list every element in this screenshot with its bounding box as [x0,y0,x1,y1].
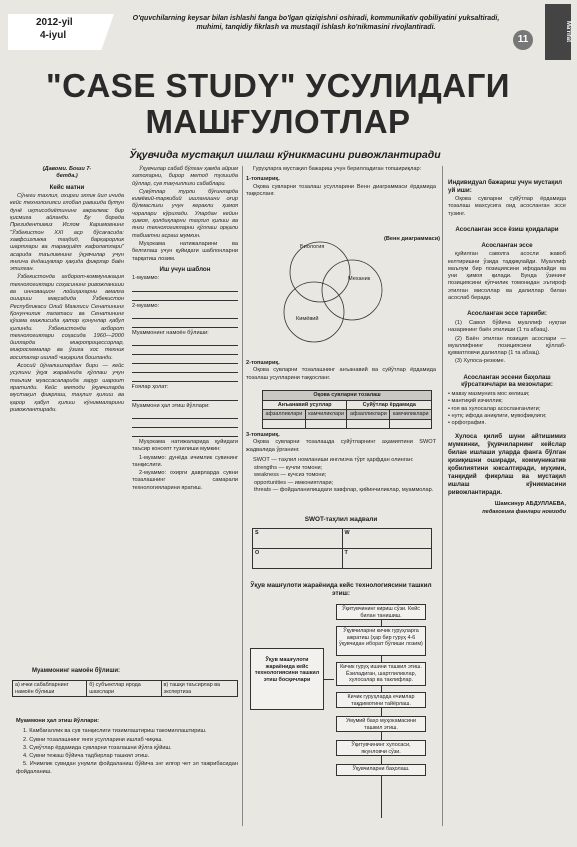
flow-connector [324,679,334,680]
table-header: Суйўтлар ёрдамида [347,400,432,410]
problem-table [12,680,238,697]
tasks-intro: Гуруҳларга мустақил бажариш учун берилладиган топшириқлар: [253,166,422,172]
list-item: 3. Сувўтлар ёрдамида сувларни тозалашни йўлга қўйиш. [23,744,172,751]
blank-line [132,294,238,301]
author-role: педагогика фанлари номзоди [482,508,566,515]
list-item: 1. Камбағаллик ва сув танқислиги тизимлаштириш такомиллаштириш. [23,728,207,735]
criteria-item: • ғоя ва хулосалар асосланганлиги; [448,405,541,412]
column-3 [246,166,436,199]
table-cell [390,419,432,429]
flow-step: Умумий баҳо муҳокамасини ташкил этиш. [336,716,426,732]
problem-table-title: Муаммонинг намоён бўлиши: [32,668,121,674]
homework-text: Оқова сувларни суйўтлар ёрдамида тозалаш махсусига оид асосланган эссе тузинг. [448,196,566,217]
solutions-list [16,718,238,777]
swot-line: SWOT — таҳлил номланиши инглизча тўрт ҳарфдан олинган: [253,456,414,463]
structure-item: (1) Савол бўйича муаллиф нуқтаи назарининг баён этилиши (1 та абзац). [448,319,566,334]
table-header: Анъанавий усуллар [263,400,347,410]
template-field-3: Муаммонинг намоён бўлиши: [132,330,209,337]
logo-strip [545,4,571,60]
blank-line [132,412,238,419]
blank-line [132,430,238,437]
task1-title: 1-топшириқ. [246,176,280,183]
flow-step: Ўқитувчининг хулосаси, якунловчи сўзи. [336,740,426,756]
table-cell: камчиликлари [305,410,347,420]
criteria-item: • нутқ: ифода аниқлиги, мувофиқлиги; [448,412,547,419]
template-field-2: 2-муаммо: [132,302,160,309]
logo-text: Ma'rifat [565,21,571,43]
blank-line [132,357,238,364]
blank-line [132,394,238,401]
flow-step: Ўқувчиларни баҳолаш. [336,764,426,776]
template-title: Иш учун шаблон [159,265,211,273]
column-4 [448,176,566,516]
table-cell [305,419,347,429]
blank-line [132,321,238,328]
header-bar [0,0,577,62]
table-cell: а) ички сабабларнинг намоён бўлиши [13,681,87,697]
flow-title: Ўқув машғулоти жараёнида кейс технологиясини ташкил этиш: [250,582,432,597]
structure-item: (2) Баён этилган позиция асослари — муаллифнинг позициясини қўллаб-қувватловчи далиллар (1 та абзац). [448,335,566,357]
col1-paragraph: Ўзбекистонда ахборот-коммуникация технологиялари соҳасининг ривожланиши ва инновацион лойиҳаларни амалга ошириш мақсадида Ўзбекистон Республикаси Олий Мажлиси Сенатининг Қонунчилик палатаси ва Сенатининг қўшма мажлисида қатор қонунлар қабул қилинди. Ўзбекистонда ахборот технологиялари соҳасида 1960—2000 йилларда микропроцессорлар, микросхемалар ва ўзига хос техник воситалар ишлаб чиқарила бошланди. [10,274,124,361]
date-line2: 4-iyul [40,30,67,41]
col2-paragraph: 2-муаммо: охирги даврларда сувни тозалашнинг самарали технологияларини яратиш. [132,470,238,491]
table-cell: афзалликлари [347,410,390,420]
blank-line [132,375,238,382]
task3-block [246,432,436,494]
flow-step: Ўқувчиларни кичик гуруҳларга ажратиш (ҳар бир гуруҳ 4-6 ўқувчидан иборат бўлиши лозим) [336,626,426,656]
venn-text-biology: Биология [300,244,325,250]
table-cell [263,419,306,429]
venn-text-chemical: Кимёвий [296,316,319,322]
solutions-title: Муаммони ҳал этиш йўллари: [16,718,100,724]
swot-cell-s: S [253,529,343,549]
table-title: Оқова сувларни тозалаш [263,391,432,401]
blank-line [132,285,238,292]
page-number-badge [513,30,533,50]
swot-line: threats — фойдаланилишдаги хавфлар, қийинчиликлар, муаммолар. [254,487,434,494]
table-cell: афзалликлари [263,410,306,420]
table-cell: камчиликлари [390,410,432,420]
swot-table [252,528,432,569]
venn-text-mechanical: Механик [348,276,371,282]
task2-title: 2-топшириқ. [246,360,280,366]
case-text-heading: Кейс матни [49,183,85,191]
task2-text: Оқова сувларни тозалашнинг анъанавий ва суйўтлар ёрдамида тозалаш усулларини таққосланг. [246,367,436,381]
criteria-item: • мантиқий изчиллик; [448,398,503,405]
col2-paragraph: Ўқувчилар сабаб бўлган ҳамда айрим хатоларни, бирор метод тузишда йўллар, сув тақчиллиги сабаблари. [132,166,238,187]
essay-rules-heading: Асосланган эссе ёзиш қоидалари [455,226,559,234]
criteria-item: • орфография. [448,420,487,427]
structure-item: (3) Хулоса-резюме. [455,358,506,365]
blank-line [132,421,238,428]
flow-step: Кичик гуруҳ ишини ташкил этиш. Ёзиладиган, шартлиликлар, хулосалар ва таклифлар. [336,662,426,686]
comparison-table [262,390,432,429]
swot-line: strengths — кучли томони; [254,465,323,472]
col1-paragraph: Сўнгги тахлил, охирги эллик йил ичида кейс технологияси глобал равишда бутун дунё иқтисодиётининг ажралмас бир қисмига айланди. Бу борада Президентимиз Ислом Каримовнинг "Ўзбекистон XXI аср бўсағасида: хавфсизликка таҳдид, барқарорлик шартлари ва тараққиёт кафолатлари" асарида таълимнинг ўқувчилар учун янгича ёндашувлар ҳақида фикрлар баён этилган. [10,193,124,273]
criteria-item: • мавзу мазмунига мос келиши; [448,390,530,397]
venn-circle-biology [290,242,350,302]
col2-paragraph: 1-муаммо: дунёда ичимлик сувининг танқислиги. [132,454,238,468]
conclusion: Хулоса қилиб шуни айтишимиз мумкинки, ўқувчиларнинг кейслар билан ишлаши уларда фанга бўлган қизиқишни оширади, коммуникатив қобилиятини юксалтиради, муҳими, танқидий фикрлаш ва мустақил ишлаш кўникмасини ривожлантиради. [448,433,566,497]
table-cell: б) субъектлар ирода шахслари [87,681,161,697]
blank-line [132,312,238,319]
flow-step: Кичик гуруҳларда ечимлар тақдимотини тайёрлаш. [336,692,426,708]
venn-circle-mechanical [322,260,382,320]
date-line1: 2012-yil [36,17,73,28]
col1-paragraph: Асосий йўналишлардан бири — кейс усулини ўқув жараёнида қўллаш учун таълим муассасаларида зарур шароит яратилди. Кейс методи ўқувчиларда мустақил фикрлаш, таҳлил қилиш ва қарор қабул қилиш кўникмаларини ривожлантиради. [10,363,124,413]
task1-text: Оқова сувларни тозалаш усулларини Венн диаграммаси ёрдамида таққосланг. [246,183,436,197]
table-cell: в) ташқи таъсирлар ва экспертиза [161,681,238,697]
swot-title: SWOT-таҳлил жадвали [304,516,378,523]
criteria-heading: Асосланган эссени баҳолаш кўрсаткичлари ва мезонлари: [461,373,553,389]
essay-text: қуйилган саволга асосли жавоб келтиришни ўзида тадқиқлайди. Муаллиф маълум бир позициясини ифодалайди ва уни ҳимоя қилади. Бунда ўзининг позициясини кўпчилик томонидан эътироф этилган мисоллар ва далиллар билан асослаб беради. [448,251,566,302]
col2-paragraph: Муҳокама натижаларида қуйидаги таъсир консепт тузилиши мумкин: [132,438,238,453]
task3-text: Оқова сувларни тозалашда суйўтларнинг аҳамиятини SWOT жадвалида ўрганинг. [246,439,436,453]
homework-heading: Индивидуал бажариш учун мустақил уй иши: [448,179,563,194]
list-item: 4. Сувни тежаш бўйича тадбирлар ташкил этиш. [23,753,150,760]
blank-line [132,339,238,346]
continuation-note: (Давоми. Боши 7-бетда.) [42,166,92,180]
col2-paragraph: Сувўтлар турли бўғинларда кимёвий-таркибий ишланишни оғир бўлмаслиги учун керакли ҳимоя чоралари кўрилади. Улардан кейин ҳимоя, қолдиқларни таҳлил қилиш ва янги технологияларни қўллаш орқали табиатни асраш мумкин. [132,188,238,239]
essay-heading: Асосланган эссе [481,241,533,249]
swot-cell-o: O [253,549,343,569]
venn-circle-chemical [284,282,344,342]
col2-paragraph: Муҳокама натижаларини ва белгилаш учун қуйидаги шаблонларни тарқатиш лозим. [132,240,238,262]
column-1 [10,166,124,415]
title-line1: "CASE STUDY" УСУЛИДАГИ [46,67,510,104]
swot-cell-w: W [342,529,432,549]
swot-line: opportunities — имкониятлари; [254,479,334,486]
flow-step: Ўқитувчининг кириш сўзи. Кейс билан танишиш. [336,604,426,620]
header-banner: O'quvchilarning keysar bilan ishlashi fanga bo'lgan qiziqishni oshiradi, kommunikativ qobiliyatini yuksaltiradi, muhimi, tanqidiy fikrlash va mustaqil ishlash ko'nikmasini rivojlantiradi. [132,15,500,32]
list-item: 5. Ичимлик сувидан унумли фойдаланиш бўйича энг илғор чет эл тажрибасидан фойдаланиш. [16,761,238,775]
article-subtitle: Ўқувчида мустақил ишлаш кўникмасини ривожлантиради [129,149,441,161]
swot-cell-t: T [342,549,432,569]
venn-label: (Венн диаграммаси) [384,236,441,242]
swot-line: weakness — кучсиз томони; [254,472,327,479]
template-field-1: 1-муаммо: [132,275,160,282]
table-cell [347,419,390,429]
task3-title: 3-топшириқ. [246,432,280,438]
template-field-5: Муаммони ҳал этиш йўллари: [132,402,210,409]
template-field-4: Ғоялар ҳолат: [132,384,169,391]
blank-line [132,366,238,373]
list-item: 2. Сувни тозалашнинг янги усулларини ишлаб чиқиш. [23,736,163,743]
venn-diagram [266,232,396,356]
column-divider [442,166,443,826]
flow-left-box: Ўқув машғулоти жараёнида кейс технологиясини ташкил этиш босқичлари [250,648,324,710]
title-line2: МАШҒУЛОТЛАР [145,103,411,140]
article-title [18,68,538,140]
blank-line [132,348,238,355]
column-2 [132,166,238,493]
page-number: 11 [517,34,529,45]
author-name: Шамсинур АБДУЛЛАЕВА, [494,501,566,508]
task2-block [246,360,436,383]
essay-structure-heading: Асосланган эссе таркиби: [467,310,547,318]
column-divider [242,166,243,826]
